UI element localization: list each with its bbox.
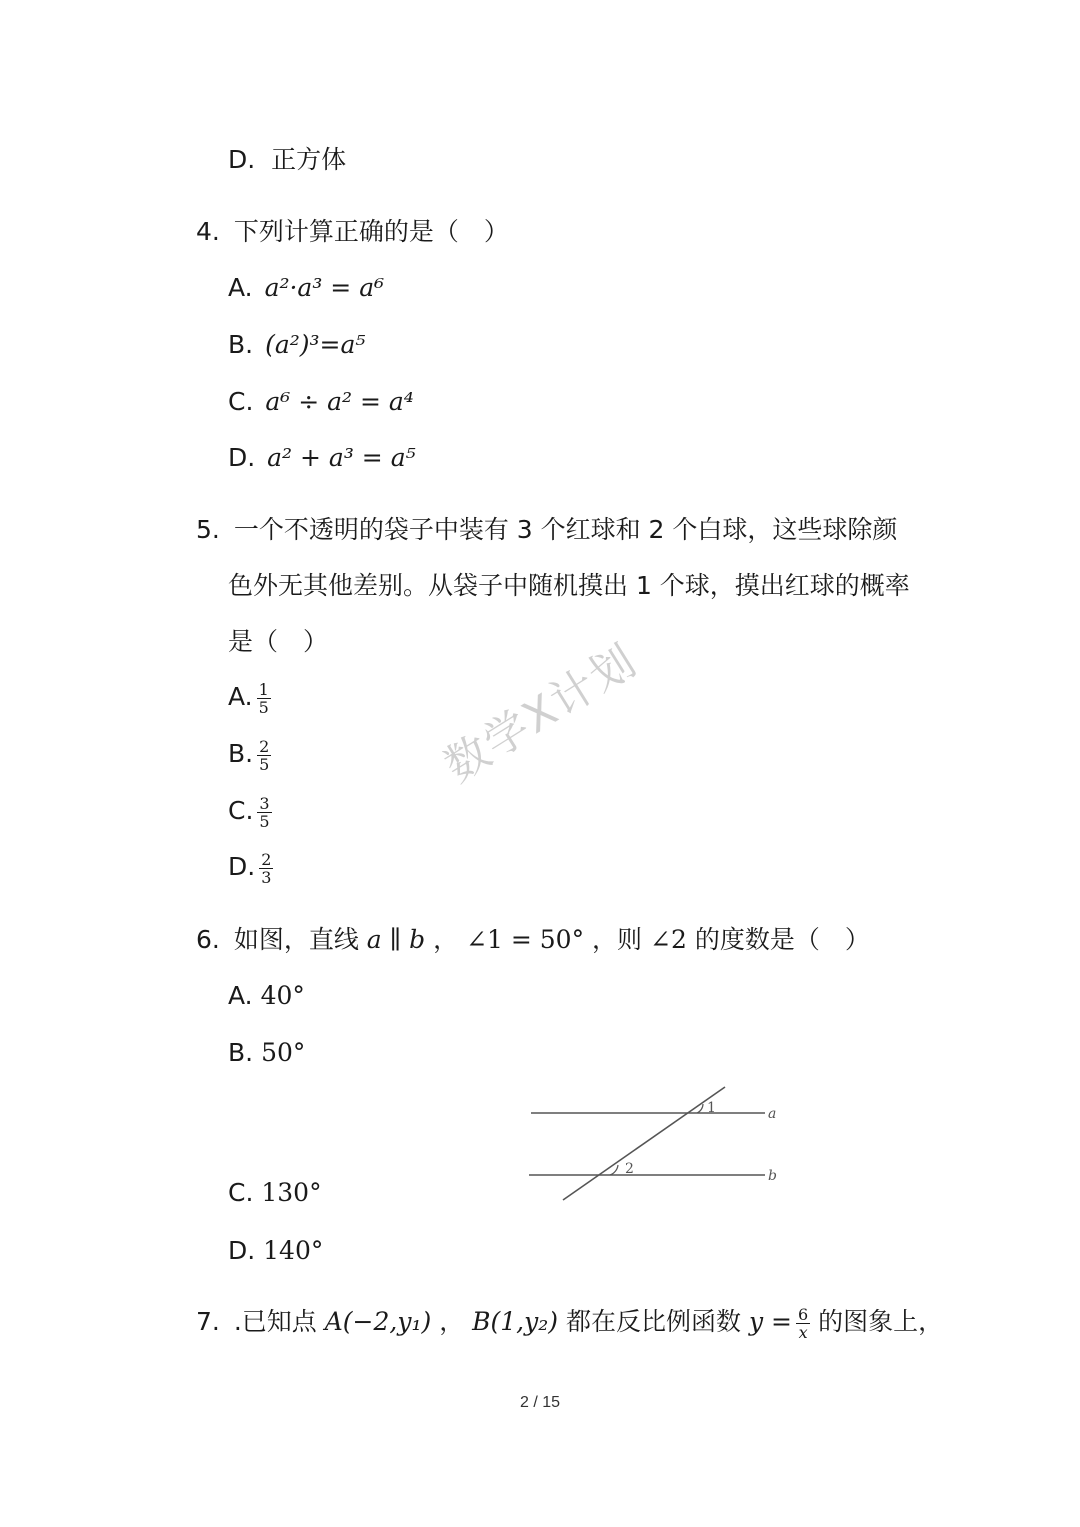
q4-option-b xyxy=(228,328,365,362)
stem-comma: ， xyxy=(433,925,459,954)
option-label: D. xyxy=(228,443,256,472)
q5-option-d xyxy=(228,850,273,886)
question-number: 4. xyxy=(196,217,220,246)
option-label: B. xyxy=(228,330,254,359)
parallel-lines-figure xyxy=(525,1085,785,1205)
stem-prefix: 如图，直线 xyxy=(233,925,359,954)
stem-then: ，则 xyxy=(592,925,643,954)
option-value: 140° xyxy=(263,1236,324,1265)
option-label: D. xyxy=(228,852,256,881)
numerator: 1 xyxy=(258,679,269,699)
option-label: A. xyxy=(228,981,253,1010)
stem-suffix: 的度数是（ ） xyxy=(694,925,870,954)
q5-stem-line2: 色外无其他差别。从袋子中随机摸出 1 个球，摸出红球的概率 xyxy=(228,571,910,600)
option-text: 正方体 xyxy=(271,145,347,174)
q7-stem xyxy=(196,1305,943,1341)
question-number: 6. xyxy=(196,925,220,954)
denominator: x xyxy=(798,1322,808,1342)
watermark: 数学X计划 xyxy=(435,634,647,793)
option-label: C. xyxy=(228,1178,254,1207)
figure-label-a: a xyxy=(768,1106,777,1122)
option-label: A. xyxy=(228,273,253,302)
denominator: 5 xyxy=(259,811,270,831)
stem-mid: 都在反比例函数 xyxy=(566,1307,742,1336)
q4-option-c xyxy=(228,385,414,419)
stem-prefix: .已知点 xyxy=(233,1307,317,1336)
denominator: 3 xyxy=(261,867,272,887)
option-expression: a² + a³ = a⁵ xyxy=(267,443,416,472)
q6-option-c xyxy=(228,1176,322,1210)
figure-label-2: 2 xyxy=(625,1161,634,1177)
numerator: 2 xyxy=(259,736,270,756)
q6-option-d xyxy=(228,1234,323,1268)
question-text: 下列计算正确的是（ ） xyxy=(233,217,509,246)
fraction xyxy=(257,738,271,773)
option-label: B. xyxy=(228,739,254,768)
figure-label-1: 1 xyxy=(707,1100,716,1116)
q3-option-d xyxy=(228,143,346,177)
parallel-expression: a ∥ b xyxy=(366,925,426,954)
option-expression: (a²)³=a⁵ xyxy=(265,330,366,359)
question-text: 一个不透明的袋子中装有 3 个红球和 2 个白球，这些球除颜 xyxy=(233,515,898,544)
q6-option-a xyxy=(228,979,305,1013)
option-expression: a²·a³ = a⁶ xyxy=(264,273,385,302)
q6-stem xyxy=(196,923,870,957)
option-label: C. xyxy=(228,796,254,825)
option-value: 130° xyxy=(261,1178,322,1207)
fraction xyxy=(259,851,273,886)
q5-stem-line1 xyxy=(196,513,897,547)
option-label: B. xyxy=(228,1038,254,1067)
angle2-expression: ∠2 xyxy=(650,925,687,954)
question-number: 5. xyxy=(196,515,220,544)
denominator: 5 xyxy=(258,697,269,717)
stem-comma: ， xyxy=(439,1307,465,1336)
option-label: D. xyxy=(228,1236,256,1265)
transversal xyxy=(563,1087,725,1200)
point-a-expression: A(−2,y₁) xyxy=(324,1307,432,1336)
numerator: 3 xyxy=(259,793,270,813)
option-value: 50° xyxy=(261,1038,306,1067)
numerator: 6 xyxy=(798,1304,809,1324)
q5-option-a xyxy=(228,680,271,716)
option-label: D. xyxy=(228,145,256,174)
stem-suffix: 的图象上， xyxy=(818,1307,944,1336)
fraction xyxy=(257,795,271,830)
option-expression: a⁶ ÷ a² = a⁴ xyxy=(265,387,414,416)
numerator: 2 xyxy=(261,849,272,869)
q4-option-a xyxy=(228,271,384,305)
figure-label-b: b xyxy=(768,1168,777,1184)
function-lhs: y = xyxy=(748,1307,792,1336)
function-fraction xyxy=(796,1306,810,1341)
page-number: 2 / 15 xyxy=(519,1394,561,1411)
q5-option-b xyxy=(228,737,271,773)
q6-option-b xyxy=(228,1036,305,1070)
question-number: 7. xyxy=(196,1307,220,1336)
option-label: C. xyxy=(228,387,254,416)
option-value: 40° xyxy=(260,981,305,1010)
option-label: A. xyxy=(228,682,253,711)
fraction xyxy=(257,681,271,716)
point-b-expression: B(1,y₂) xyxy=(472,1307,559,1336)
q5-option-c xyxy=(228,794,272,830)
q4-stem xyxy=(196,215,509,249)
angle1-expression: ∠1 = 50° xyxy=(466,925,585,954)
q5-stem-line3: 是（ ） xyxy=(228,627,329,656)
denominator: 5 xyxy=(259,754,270,774)
q4-option-d xyxy=(228,441,416,475)
